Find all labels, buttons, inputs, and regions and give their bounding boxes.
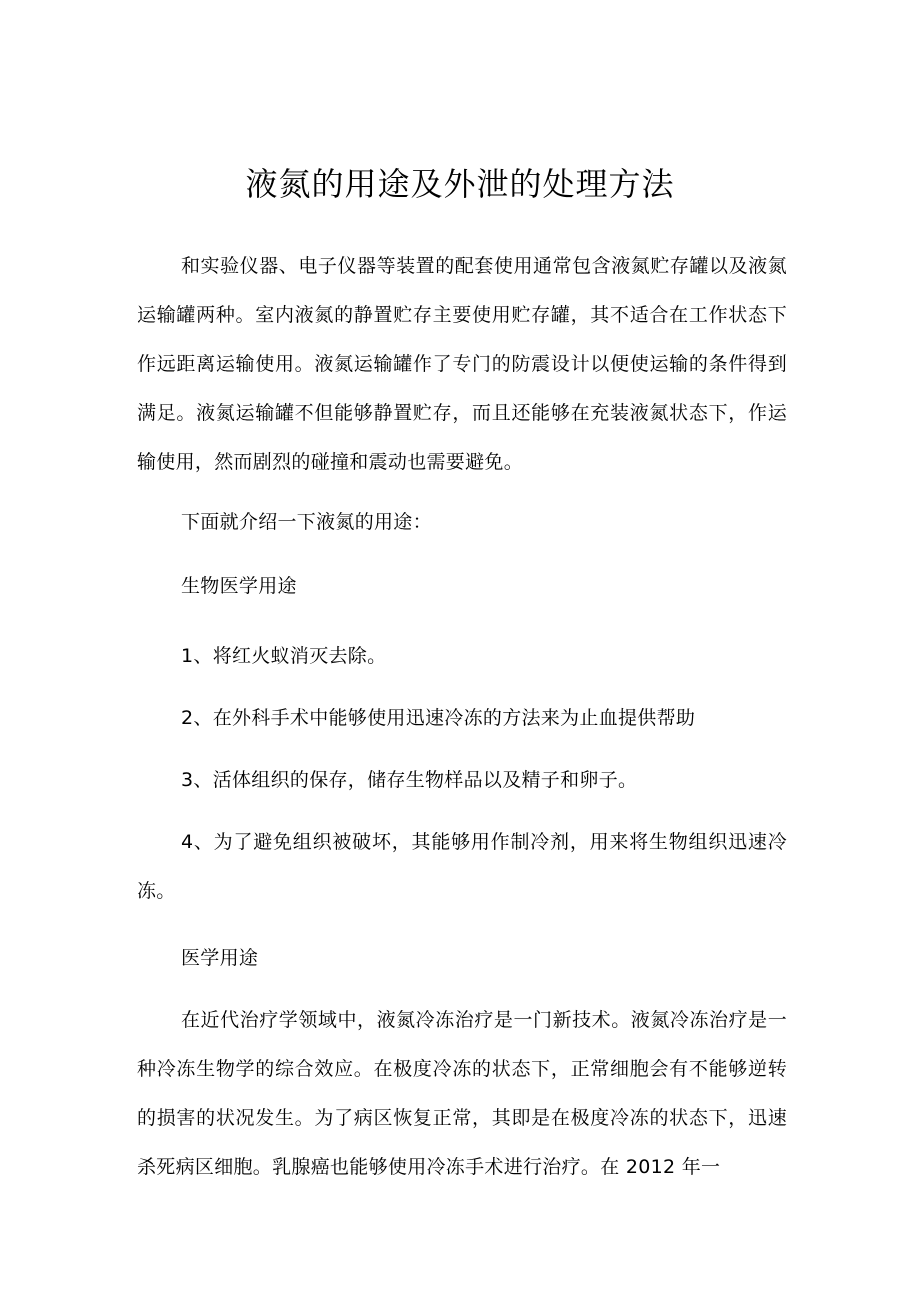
list-item-4: 4、为了避免组织被破坏，其能够用作制冷剂，用来将生物组织迅速冷冻。 — [137, 831, 787, 902]
paragraph-intro: 和实验仪器、电子仪器等装置的配套使用通常包含液氮贮存罐以及液氮运输罐两种。室内液氮的静置贮存主要使用贮存罐，其不适合在工作状态下作远距离运输使用。液氮运输罐作了专门的防震设计以便使运输的条件得到满足。液氮运输罐不但能够静置贮存，而且还能够在充装液氮状态下，作运输使用，然而剧烈的碰撞和震动也需要避免。 — [137, 255, 787, 473]
paragraph-medical: 在近代治疗学领域中，液氮冷冻治疗是一门新技术。液氮冷冻治疗是一种冷冻生物学的综合效应。在极度冷冻的状态下，正常细胞会有不能够逆转的损害的状况发生。为了病区恢复正常，其即是在极度冷冻的状态下，迅速杀死病区细胞。乳腺癌也能够使用冷冻手术进行治疗。在 2012 年一 — [137, 1009, 787, 1178]
list-item-3: 3、活体组织的保存，储存生物样品以及精子和卵子。 — [181, 769, 638, 791]
section-heading-biomedical: 生物医学用途 — [181, 575, 297, 597]
list-item-1: 1、将红火蚁消灭去除。 — [181, 645, 387, 667]
section-heading-medical: 医学用途 — [181, 947, 259, 969]
document-title: 液氮的用途及外泄的处理方法 — [245, 165, 675, 203]
paragraph-uses-intro: 下面就介绍一下液氮的用途： — [181, 511, 432, 533]
list-item-2: 2、在外科手术中能够使用迅速冷冻的方法来为止血提供帮助 — [181, 707, 696, 729]
